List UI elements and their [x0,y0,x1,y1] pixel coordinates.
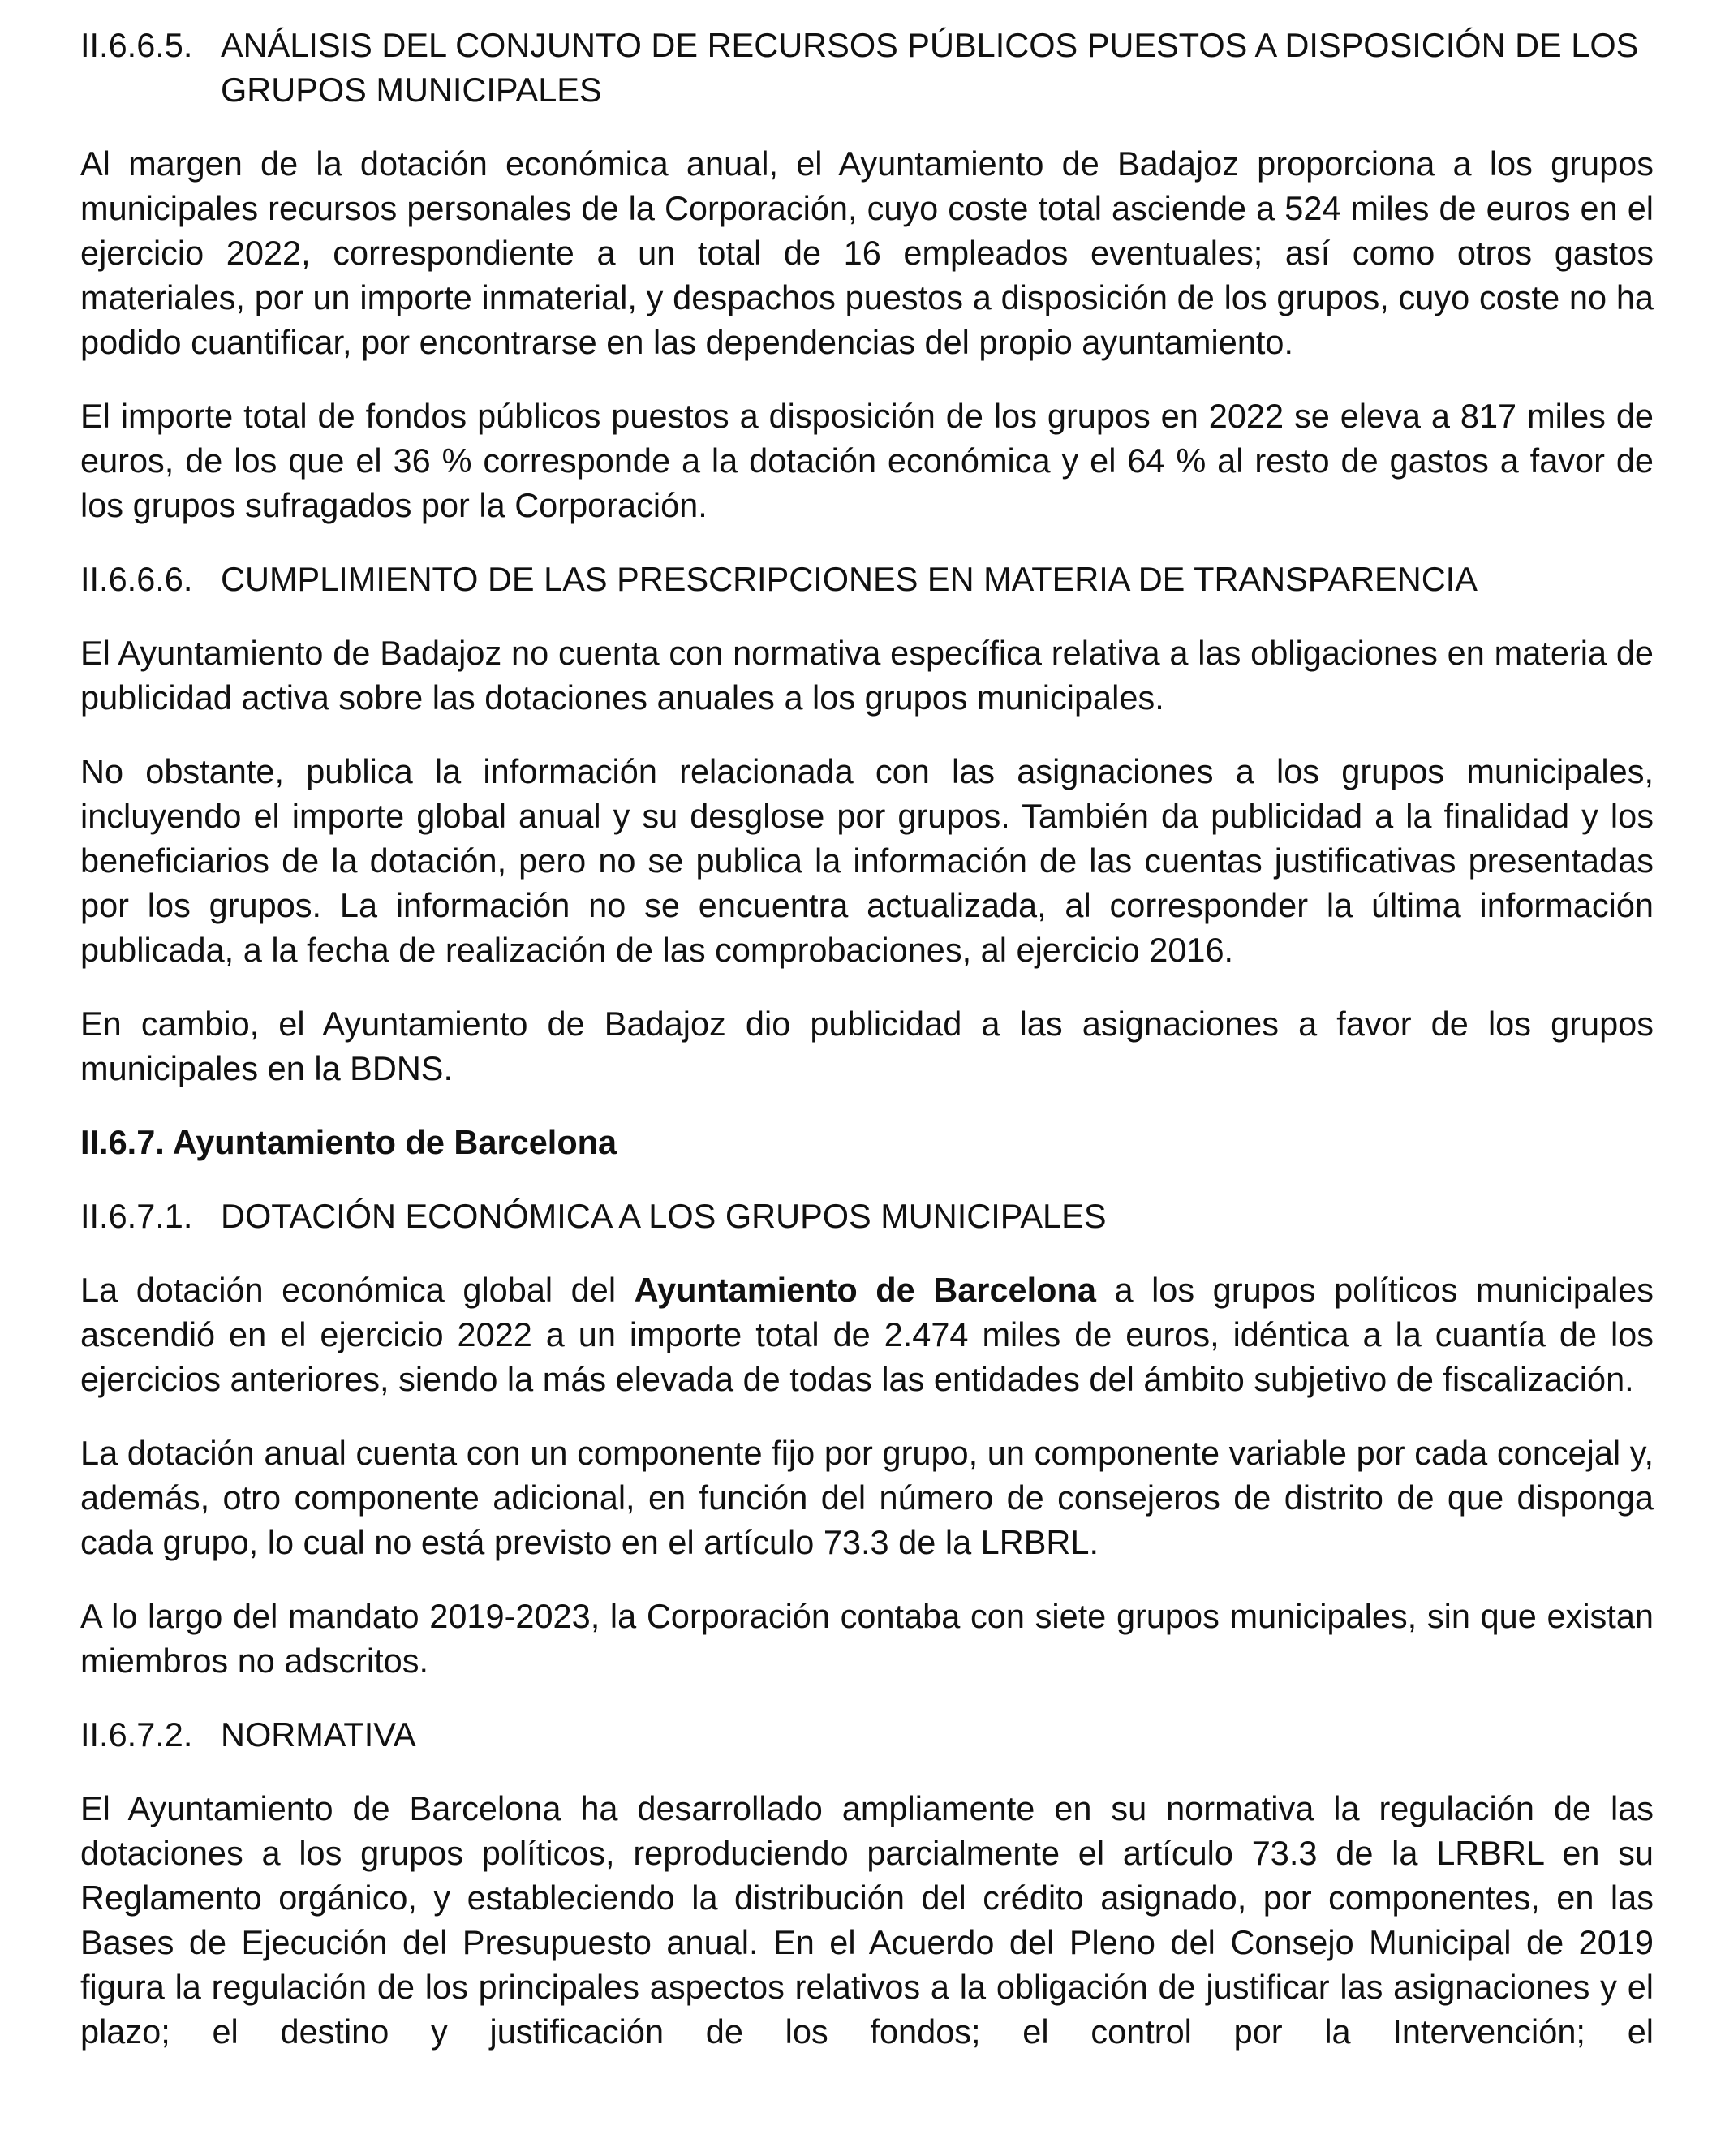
paragraph [80,1267,1654,1401]
paragraph: No obstante, publica la información relacionada con las asignaciones a los grupos municipales, incluyendo el importe global anual y su desglose por grupos. También da publicidad a la finalidad y los beneficiarios de la dotación, pero no se publica la información de las cuentas justificativas presentadas por los grupos. La información no se encuentra actualizada, al corresponder la última información publicada, a la fecha de realización de las comprobaciones, al ejercicio 2016. [80,752,1654,969]
section-title: DOTACIÓN ECONÓMICA A LOS GRUPOS MUNICIPALES [221,1197,1107,1235]
paragraph-text: La dotación económica global del [80,1271,635,1309]
section-title: CUMPLIMIENTO DE LAS PRESCRIPCIONES EN MATERIA DE TRANSPARENCIA [221,560,1478,598]
section-number: II.6.6.5. [80,26,193,64]
subsection-heading: II.6.7. Ayuntamiento de Barcelona [80,1123,617,1161]
section-number: II.6.7.1. [80,1197,193,1235]
paragraph: El Ayuntamiento de Barcelona ha desarrollado ampliamente en su normativa la regulación de las dotaciones a los grupos políticos, reproduciendo parcialmente el artículo 73.3 de la LRBRL en su Reglamento orgánico, y estableciendo la distribución del crédito asignado, por componentes, en las Bases de Ejecución del Presupuesto anual. En el Acuerdo del Pleno del Consejo Municipal de 2019 figura la regulación de los principales aspectos relativos a la obligación de justificar las asignaciones y el plazo; el destino y justificación de los fondos; el control por la Intervención; el [80,1789,1654,2051]
paragraph: Al margen de la dotación económica anual, el Ayuntamiento de Badajoz proporciona a los grupos municipales recursos personales de la Corporación, cuyo coste total asciende a 524 miles de euros en el ejercicio 2022, correspondiente a un total de 16 empleados eventuales; así como otros gastos materiales, por un importe inmaterial, y despachos puestos a disposición de los grupos, cuyo coste no ha podido cuantificar, por encontrarse en las dependencias del propio ayuntamiento. [80,144,1654,361]
section-heading [80,1712,1654,1757]
section-title: ANÁLISIS DEL CONJUNTO DE RECURSOS PÚBLICOS PUESTOS A DISPOSICIÓN DE LOS GRUPOS MUNICIPALES [221,26,1639,109]
paragraph-text: a los grupos políticos municipales ascendió en el ejercicio 2022 a un importe total de 2.474 miles de euros, idéntica a la cuantía de los ejercicios anteriores, siendo la más elevada de todas las entidades del ámbito subjetivo de fiscalización. [80,1271,1654,1398]
document-page [80,23,1654,2083]
paragraph: A lo largo del mandato 2019-2023, la Corporación contaba con siete grupos municipales, sin que existan miembros no adscritos. [80,1597,1654,1680]
paragraph: En cambio, el Ayuntamiento de Badajoz dio publicidad a las asignaciones a favor de los grupos municipales en la BDNS. [80,1005,1654,1087]
section-number: II.6.6.6. [80,560,193,598]
section-heading [80,1194,1654,1238]
paragraph: La dotación anual cuenta con un componente fijo por grupo, un componente variable por cada concejal y, además, otro componente adicional, en función del número de consejeros de distrito de que disponga cada grupo, lo cual no está previsto en el artículo 73.3 de la LRBRL. [80,1434,1654,1561]
section-heading [80,23,1654,112]
section-number: II.6.7.2. [80,1715,193,1754]
section-title: NORMATIVA [221,1715,416,1754]
paragraph: El importe total de fondos públicos puestos a disposición de los grupos en 2022 se eleva a 817 miles de euros, de los que el 36 % corresponde a la dotación económica y el 64 % al resto de gastos a favor de los grupos sufragados por la Corporación. [80,397,1654,524]
paragraph: El Ayuntamiento de Badajoz no cuenta con normativa específica relativa a las obligaciones en materia de publicidad activa sobre las dotaciones anuales a los grupos municipales. [80,634,1654,717]
section-heading [80,557,1654,601]
emphasis-entity: Ayuntamiento de Barcelona [634,1271,1096,1309]
